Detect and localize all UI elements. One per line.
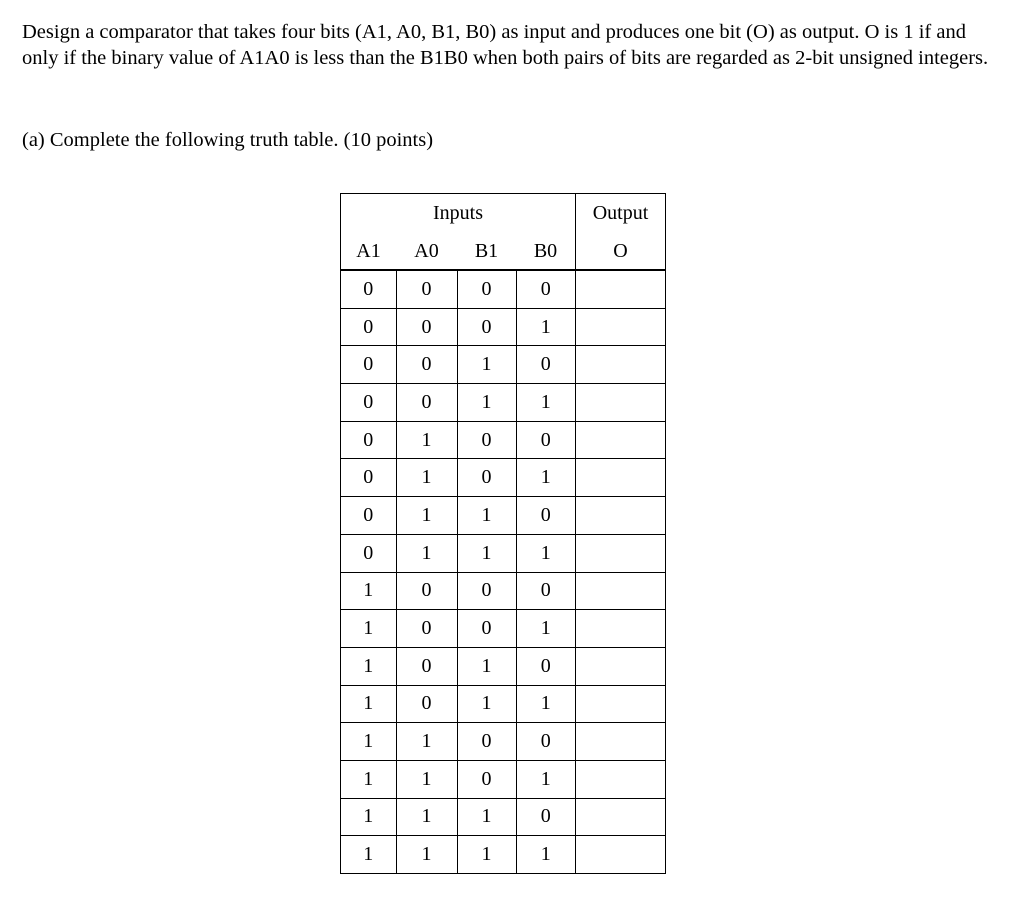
cell-a0: 1 (396, 534, 457, 572)
inputs-group-header: Inputs (341, 194, 576, 234)
cell-b1: 0 (457, 270, 516, 308)
cell-a1: 0 (341, 497, 397, 535)
cell-b1: 0 (457, 723, 516, 761)
cell-b0: 0 (516, 421, 576, 459)
cell-a0: 1 (396, 421, 457, 459)
cell-b0: 0 (516, 723, 576, 761)
table-row (341, 421, 666, 459)
cell-a0: 1 (396, 836, 457, 874)
truth-table (340, 193, 666, 874)
output-group-header: Output (576, 194, 666, 234)
table-row (341, 798, 666, 836)
cell-a0: 0 (396, 685, 457, 723)
column-header-o: O (576, 233, 666, 270)
cell-output[interactable] (576, 760, 666, 798)
header-label-row (341, 233, 666, 270)
cell-a1: 1 (341, 610, 397, 648)
cell-a1: 0 (341, 534, 397, 572)
cell-b0: 0 (516, 572, 576, 610)
cell-a1: 1 (341, 647, 397, 685)
cell-a1: 0 (341, 421, 397, 459)
table-row (341, 346, 666, 384)
cell-a1: 0 (341, 459, 397, 497)
column-header-b1: B1 (457, 233, 516, 270)
cell-a1: 1 (341, 836, 397, 874)
cell-b0: 1 (516, 459, 576, 497)
cell-output[interactable] (576, 610, 666, 648)
cell-output[interactable] (576, 421, 666, 459)
cell-b1: 1 (457, 647, 516, 685)
cell-b0: 1 (516, 836, 576, 874)
cell-output[interactable] (576, 836, 666, 874)
cell-a1: 0 (341, 270, 397, 308)
cell-b0: 1 (516, 685, 576, 723)
cell-output[interactable] (576, 534, 666, 572)
cell-b1: 0 (457, 610, 516, 648)
cell-output[interactable] (576, 270, 666, 308)
cell-output[interactable] (576, 798, 666, 836)
cell-b1: 1 (457, 798, 516, 836)
cell-b1: 1 (457, 346, 516, 384)
cell-b1: 0 (457, 572, 516, 610)
cell-a1: 0 (341, 346, 397, 384)
column-header-a1: A1 (341, 233, 397, 270)
table-row (341, 497, 666, 535)
cell-a0: 1 (396, 798, 457, 836)
cell-b1: 0 (457, 421, 516, 459)
cell-b0: 1 (516, 308, 576, 346)
cell-a0: 0 (396, 270, 457, 308)
table-row (341, 384, 666, 422)
header-group-row (341, 194, 666, 234)
cell-output[interactable] (576, 346, 666, 384)
cell-b1: 0 (457, 459, 516, 497)
cell-b0: 0 (516, 647, 576, 685)
table-row (341, 308, 666, 346)
cell-a1: 0 (341, 308, 397, 346)
cell-b1: 1 (457, 497, 516, 535)
cell-b0: 1 (516, 534, 576, 572)
cell-b1: 1 (457, 384, 516, 422)
column-header-b0: B0 (516, 233, 576, 270)
cell-b1: 1 (457, 836, 516, 874)
table-row (341, 836, 666, 874)
cell-b1: 0 (457, 308, 516, 346)
cell-a0: 0 (396, 647, 457, 685)
cell-a1: 0 (341, 384, 397, 422)
cell-b0: 0 (516, 497, 576, 535)
cell-b0: 1 (516, 760, 576, 798)
cell-output[interactable] (576, 647, 666, 685)
problem-statement: Design a comparator that takes four bits (A1, A0, B1, B0) as input and produces one bit (O) as output. O is 1 if and only if the binary value of A1A0 is less than the B1B0 when both pairs of bits are regarded as 2-bit unsigned integers. (22, 21, 989, 69)
cell-a1: 1 (341, 798, 397, 836)
table-row (341, 647, 666, 685)
table-row (341, 760, 666, 798)
table-row (341, 685, 666, 723)
cell-a0: 0 (396, 572, 457, 610)
cell-b0: 1 (516, 610, 576, 648)
table-row (341, 534, 666, 572)
cell-b0: 0 (516, 346, 576, 384)
cell-a1: 1 (341, 760, 397, 798)
cell-a1: 1 (341, 723, 397, 761)
column-header-a0: A0 (396, 233, 457, 270)
cell-output[interactable] (576, 572, 666, 610)
cell-a0: 1 (396, 459, 457, 497)
cell-output[interactable] (576, 497, 666, 535)
cell-b0: 1 (516, 384, 576, 422)
table-row (341, 572, 666, 610)
cell-output[interactable] (576, 459, 666, 497)
table-row (341, 723, 666, 761)
cell-a0: 1 (396, 723, 457, 761)
table-row (341, 270, 666, 308)
cell-a1: 1 (341, 572, 397, 610)
table-row (341, 610, 666, 648)
part-a-instruction: (a) Complete the following truth table. (10 points) (22, 129, 434, 151)
truth-table-body (341, 270, 666, 874)
cell-b1: 0 (457, 760, 516, 798)
cell-a0: 1 (396, 760, 457, 798)
cell-output[interactable] (576, 384, 666, 422)
table-row (341, 459, 666, 497)
cell-b0: 0 (516, 270, 576, 308)
cell-b1: 1 (457, 685, 516, 723)
cell-output[interactable] (576, 685, 666, 723)
cell-output[interactable] (576, 723, 666, 761)
cell-a0: 0 (396, 308, 457, 346)
cell-output[interactable] (576, 308, 666, 346)
cell-a0: 0 (396, 346, 457, 384)
cell-b1: 1 (457, 534, 516, 572)
cell-a0: 1 (396, 497, 457, 535)
cell-a0: 0 (396, 610, 457, 648)
cell-b0: 0 (516, 798, 576, 836)
cell-a0: 0 (396, 384, 457, 422)
cell-a1: 1 (341, 685, 397, 723)
